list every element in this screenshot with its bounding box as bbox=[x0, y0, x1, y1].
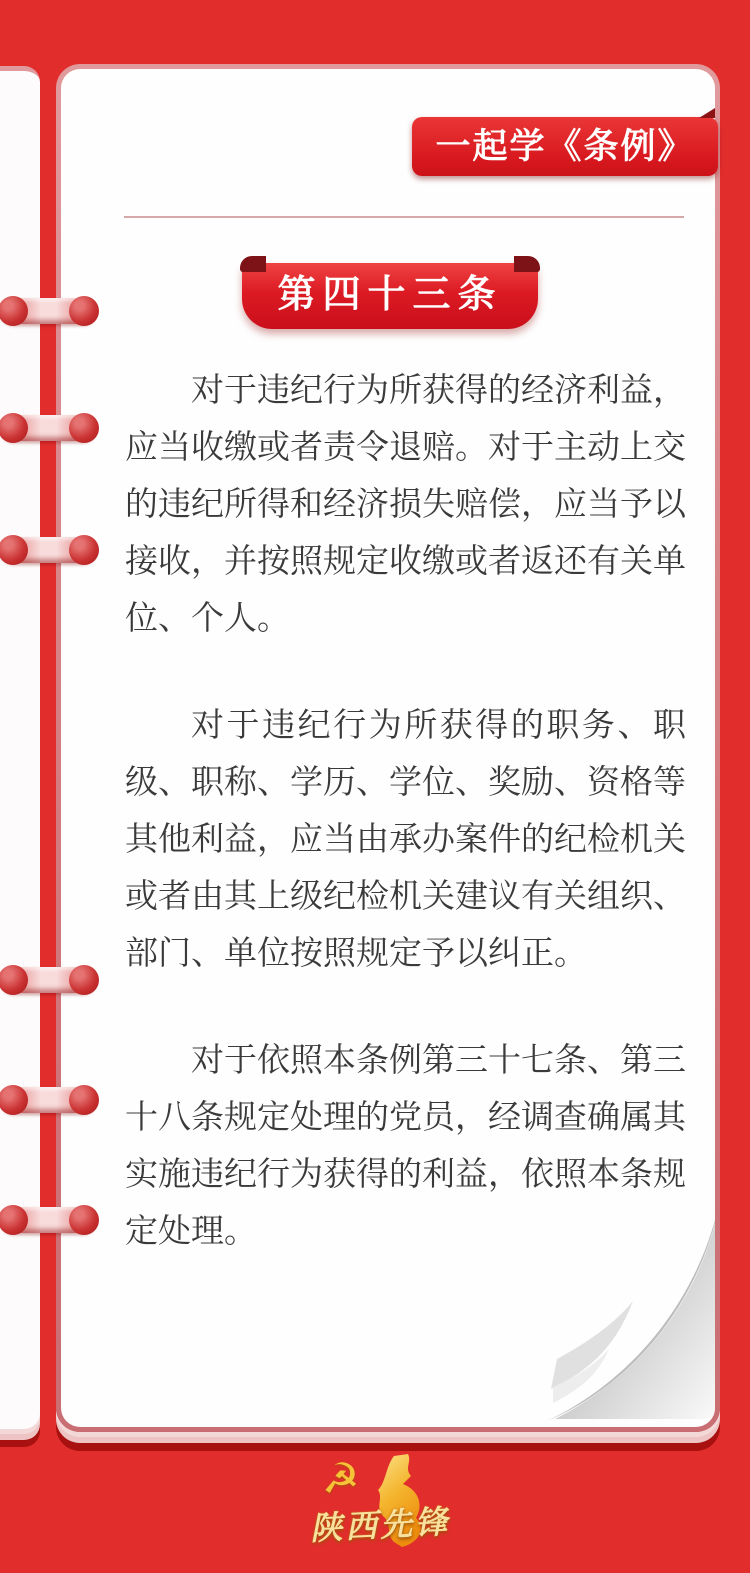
article-paragraph: 对于违纪行为所获得的经济利益，应当收缴或者责令退赔。对于主动上交的违纪所得和经济损失赔偿，应当予以接收，并按照规定收缴或者返还有关单位、个人。 bbox=[125, 371, 686, 636]
binder-ring bbox=[1, 537, 96, 563]
ribbon-fold-left-icon bbox=[240, 256, 266, 272]
binder-ring bbox=[1, 1207, 96, 1233]
binder-ring bbox=[1, 967, 96, 993]
brand-name: 陕西先锋 bbox=[309, 1503, 451, 1547]
header-divider bbox=[124, 216, 684, 218]
article-body bbox=[125, 361, 686, 1309]
top-banner-label: 一起学《条例》 bbox=[435, 127, 695, 166]
footer-logo bbox=[296, 1454, 464, 1566]
party-emblem-icon: ☭ bbox=[322, 1455, 360, 1502]
article-paragraph: 对于依照本条例第三十七条、第三十八条规定处理的党员，经调查确属其实施违纪行为获得的利益，依照本条规定处理。 bbox=[125, 1041, 686, 1249]
page-curl bbox=[545, 1191, 715, 1423]
top-banner bbox=[412, 117, 718, 176]
binder-ring bbox=[1, 298, 96, 324]
binder-ring bbox=[1, 415, 96, 441]
article-paragraph: 对于违纪行为所获得的职务、职级、职称、学历、学位、奖励、资格等其他利益，应当由承办案件的纪检机关或者由其上级纪检机关建议有关组织、部门、单位按照规定予以纠正。 bbox=[125, 706, 686, 971]
binder-ring bbox=[1, 1087, 96, 1113]
banner-fold-icon bbox=[699, 108, 715, 118]
ribbon-fold-right-icon bbox=[514, 256, 540, 272]
article-ribbon bbox=[242, 263, 538, 329]
article-ribbon-label: 第四十三条 bbox=[277, 274, 503, 316]
